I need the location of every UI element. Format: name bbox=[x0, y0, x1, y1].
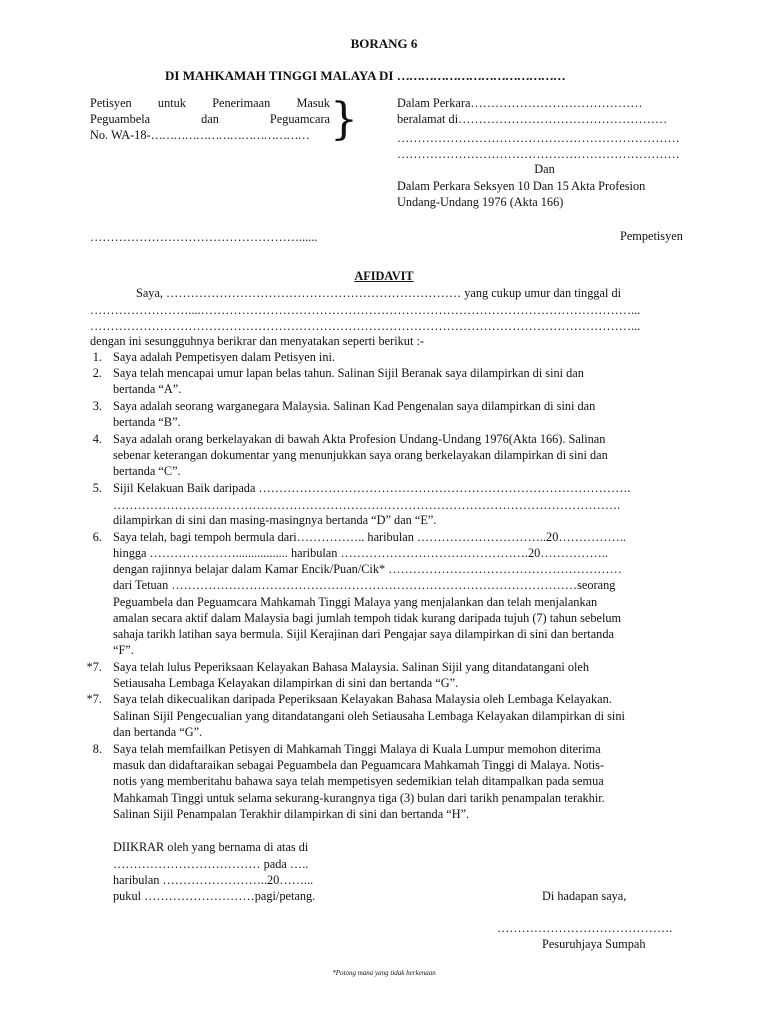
footnote: *Potong mana yang tidak berkenaan bbox=[332, 969, 436, 977]
form-number: BORANG 6 bbox=[350, 36, 418, 51]
petition-number-line bbox=[90, 127, 309, 143]
statute-line-2: Undang-Undang 1976 (Akta 166) bbox=[397, 195, 564, 209]
item-6-text-line-3: dengan rajinnya belajar dalam Kamar Encik/Puan/Cik* ………………………………………………… bbox=[113, 562, 622, 576]
item-number: 8. bbox=[92, 742, 102, 756]
matter-address-line: beralamat di…………………………………………… bbox=[397, 112, 668, 126]
petitioner-name-dots: ……………………………………………...... bbox=[90, 230, 318, 244]
item-6-text-line-8: “F”. bbox=[113, 643, 134, 657]
item-8-text-line-1: Saya telah memfailkan Petisyen di Mahkamah Tinggi Malaya di Kuala Lumpur memohon diterima bbox=[113, 742, 601, 756]
petition-word: Peguambela bbox=[90, 112, 151, 126]
petition-line-2 bbox=[90, 111, 330, 127]
item-number: 6. bbox=[92, 530, 102, 544]
item-2-text-line-2: bertanda “A”. bbox=[113, 382, 182, 396]
declared-by-line: DIIKRAR oleh yang bernama di atas di bbox=[113, 840, 309, 854]
and-label: Dan bbox=[534, 162, 555, 176]
item-6-text-line-6: amalan secara aktif dalam Malaysia bagi jumlah tempoh tidak kurang daripada tujuh (7) tahun sebelum bbox=[113, 611, 622, 625]
item-5-text-line-3: dilampirkan di sini dan masing-masingnya bertanda “D” dan “E”. bbox=[113, 513, 437, 527]
matter-dots-line-2: …………………………………………………………… bbox=[397, 147, 680, 161]
item-7b-text-line-3: dan bertanda “G”. bbox=[113, 725, 203, 739]
statute-line-1: Dalam Perkara Seksyen 10 Dan 15 Akta Profesion bbox=[397, 179, 646, 193]
item-6-text-line-7: sahaja tarikh latihan saya bermula. Sijil Kerajinan dari Pengajar saya dilampirkan di sini dan bertanda bbox=[113, 627, 614, 641]
item-number: 5. bbox=[92, 481, 102, 495]
item-3-text-line-1: Saya adalah seorang warganegara Malaysia. Salinan Kad Pengenalan saya dilampirkan di sini dan bbox=[113, 399, 596, 413]
item-3-text-line-2: bertanda “B”. bbox=[113, 415, 181, 429]
before-me-label: Di hadapan saya, bbox=[542, 889, 627, 903]
petition-word: Penerimaan bbox=[212, 96, 271, 110]
petition-word: Peguamcara bbox=[269, 112, 330, 126]
item-8-text-line-2: masuk dan didaftaraikan sebagai Peguambela dan Peguamcara Mahkamah Tinggi di Malaya. Notis- bbox=[113, 758, 605, 772]
item-1-text: Saya adalah Pempetisyen dalam Petisyen ini. bbox=[113, 350, 335, 364]
item-6-text-line-2: hingga …………………................. haribulan ……………………………………….20…………….. bbox=[113, 546, 608, 560]
intro-statement: dengan ini sesungguhnya berikrar dan menyatakan seperti berikut :- bbox=[90, 334, 424, 348]
commissioner-signature-dots: ……………………………………. bbox=[497, 921, 673, 935]
item-8-text-line-4: Mahkamah Tinggi untuk selama sekurang-kurangnya tiga (3) bulan dari tarikh penampalan terakhir. bbox=[113, 791, 605, 805]
item-8-text-line-5: Salinan Sijil Penampalan Terakhir dilampirkan di sini dan bertanda “H”. bbox=[113, 807, 470, 821]
item-number: 2. bbox=[92, 366, 102, 380]
affidavit-heading: AFIDAVIT bbox=[354, 269, 414, 283]
commissioner-label: Pesuruhjaya Sumpah bbox=[542, 937, 646, 951]
petition-word: Petisyen bbox=[90, 96, 132, 110]
court-heading bbox=[165, 68, 565, 84]
court-location-dots: …………………………………… bbox=[396, 68, 565, 83]
item-number: *7. bbox=[86, 692, 102, 706]
item-7b-text-line-1: Saya telah dikecualikan daripada Peperiksaan Kelayakan Bahasa Malaysia oleh Lembaga Kelayakan. bbox=[113, 692, 612, 706]
item-8-text-line-3: notis yang memberitahu bahawa saya telah mempetisyen sedemikian telah ditampalkan pada semua bbox=[113, 774, 604, 788]
petition-word: untuk bbox=[157, 96, 186, 110]
item-number: 1. bbox=[92, 350, 102, 364]
petition-number-prefix: No. WA-18- bbox=[90, 128, 151, 142]
declared-time-line: pukul ………………………pagi/petang. bbox=[113, 889, 316, 903]
item-4-text-line-3: bertanda “C”. bbox=[113, 464, 181, 478]
item-7a-text-line-1: Saya telah lulus Peperiksaan Kelayakan Bahasa Malaysia. Salinan Sijil yang ditandatangani oleh bbox=[113, 660, 590, 674]
declared-place-line: ……………………………… pada ….. bbox=[113, 857, 309, 871]
item-number: 4. bbox=[92, 432, 102, 446]
item-6-text-line-4: dari Tetuan ………………………………………………………………………………………seorang bbox=[113, 578, 616, 592]
matter-line-1: Dalam Perkara…………………………………… bbox=[397, 96, 643, 110]
declared-date-line: haribulan ……………………..20……... bbox=[113, 873, 314, 887]
deponent-line: Saya, ……………………………………………………………… yang cukup umur dan tinggal di bbox=[136, 286, 622, 300]
item-4-text-line-1: Saya adalah orang berkelayakan di bawah Akta Profesion Undang-Undang 1976(Akta 166). Salinan bbox=[113, 432, 606, 446]
item-number: 3. bbox=[92, 399, 102, 413]
residence-dots-2: ……………………………………………………………………………………………………………………... bbox=[90, 319, 641, 333]
petition-line-1 bbox=[90, 95, 330, 111]
item-4-text-line-2: sebenar keterangan dokumentar yang menunjukkan saya orang berkelayakan dilampirkan di sini dan bbox=[113, 448, 608, 462]
matter-dots-line-1: …………………………………………………………… bbox=[397, 131, 680, 145]
item-7b-text-line-2: Salinan Sijil Pengecualian yang ditandatangani oleh Setiausaha Lembaga Kelayakan dilampirkan di sini bbox=[113, 709, 625, 723]
petition-number-dots: …………………………………… bbox=[150, 128, 309, 142]
residence-dots-1: ……………………....……………………………………………………………………………………………... bbox=[90, 303, 641, 317]
petition-word: Masuk bbox=[296, 96, 330, 110]
brace-glyph: } bbox=[330, 94, 358, 145]
item-6-text-line-5: Peguambela dan Peguamcara Mahkamah Tinggi Malaya yang menjalankan dan telah menjalankan bbox=[113, 595, 598, 609]
item-5-text-line-1: Sijil Kelakuan Baik daripada ………………………………………………………………………………. bbox=[113, 481, 631, 495]
item-6-text-line-1: Saya telah, bagi tempoh bermula dari…………….. haribulan …………………………..20…………….. bbox=[113, 530, 626, 544]
item-5-text-line-2: ……………………………………………………………………………………………………………. bbox=[113, 498, 621, 512]
item-2-text-line-1: Saya telah mencapai umur lapan belas tahun. Salinan Sijil Beranak saya dilampirkan di sini dan bbox=[113, 366, 584, 380]
court-name: DI MAHKAMAH TINGGI MALAYA DI bbox=[165, 68, 394, 83]
petition-word: dan bbox=[201, 112, 219, 126]
item-7a-text-line-2: Setiausaha Lembaga Kelayakan dilampirkan di sini dan bertanda “G”. bbox=[113, 676, 459, 690]
petitioner-label: Pempetisyen bbox=[620, 229, 683, 243]
item-number: *7. bbox=[86, 660, 102, 674]
